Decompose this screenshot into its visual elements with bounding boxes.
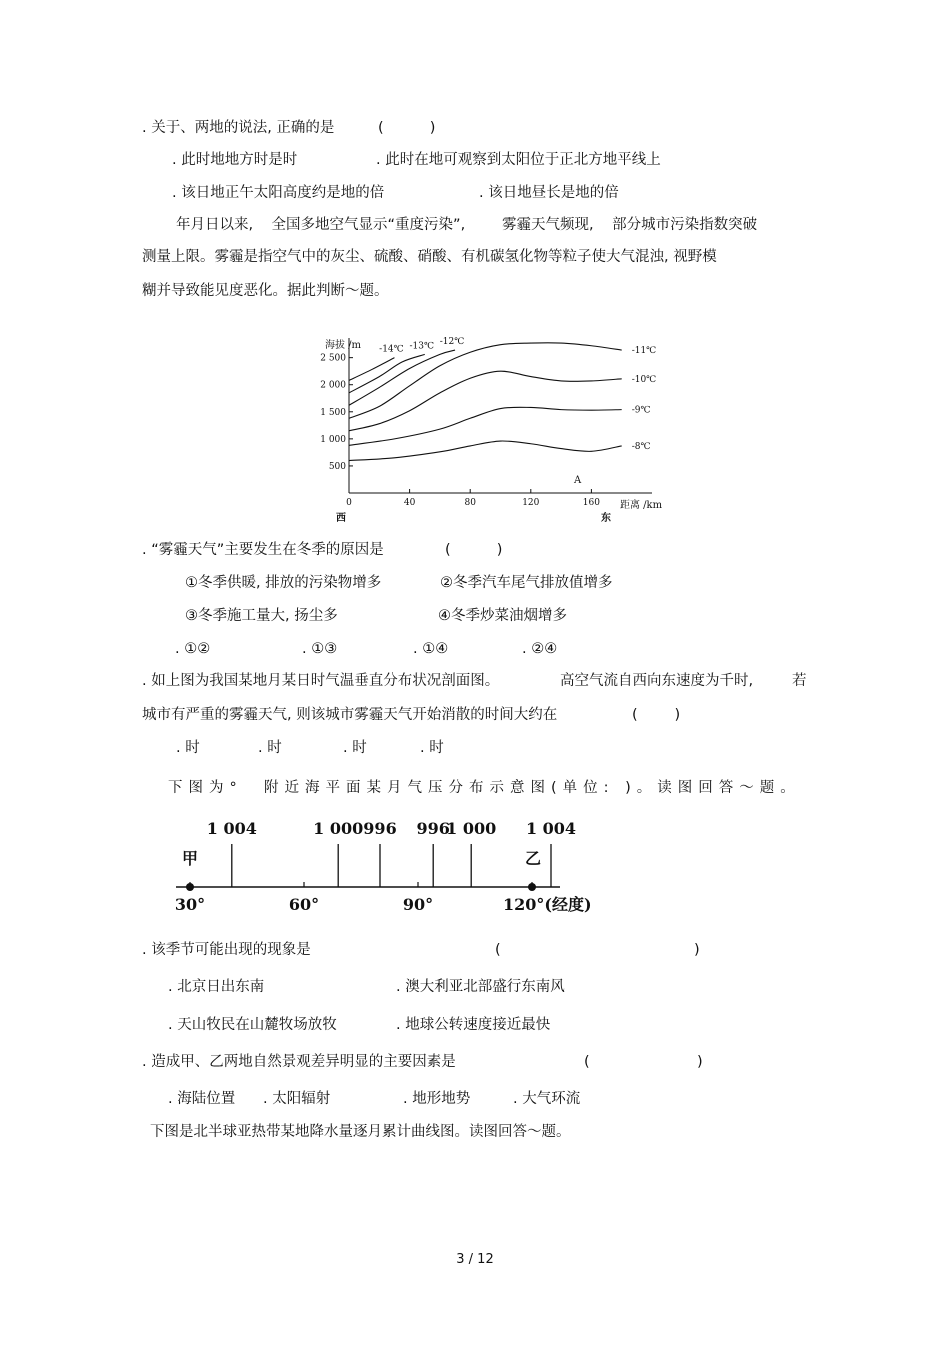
option-b: . 时: [258, 740, 282, 756]
passage-line: 糊并导致能见度恶化。据此判断～题。: [142, 283, 389, 299]
isotherm-label: -12℃: [439, 337, 465, 348]
option-d: . 时: [420, 740, 444, 756]
longitude-label: 30°: [174, 895, 206, 914]
isotherm-label: -8℃: [631, 441, 651, 452]
y-tick-label: 2 500: [320, 353, 346, 364]
option-d: . 大气环流: [513, 1091, 581, 1107]
option-c: . 天山牧民在山麓牧场放牧: [168, 1017, 337, 1033]
isotherm-minus12c: [349, 350, 455, 405]
option-c: . 地形地势: [403, 1091, 471, 1107]
question-stem: . 造成甲、乙两地自然景观差异明显的主要因素是: [142, 1054, 456, 1070]
isotherm-minus8c: [349, 441, 622, 461]
longitude-label: 90°: [402, 895, 434, 914]
question-stem: . 该季节可能出现的现象是: [142, 942, 311, 958]
x-axis-label: 距离 /km: [620, 500, 663, 511]
isobar-label: 996: [416, 819, 450, 838]
pressure-distribution-figure: [170, 812, 610, 922]
y-tick-label: 1 000: [320, 434, 346, 445]
question-stem: . 关于、两地的说法, 正确的是: [142, 120, 335, 136]
isobar-label: 996: [363, 819, 397, 838]
answer-parentheses: ( ): [378, 120, 436, 136]
point-jia-label: 甲: [182, 849, 199, 868]
west-label: 西: [336, 513, 346, 524]
x-tick-label: 40: [403, 498, 416, 508]
choice-item-2: ②冬季汽车尾气排放值增多: [440, 575, 613, 591]
y-tick-label: 500: [328, 461, 346, 472]
question-stem: . 如上图为我国某地月某日时气温垂直分布状况剖面图。: [142, 673, 500, 689]
isotherm-label: -9℃: [631, 405, 651, 416]
paren-open: (: [584, 1054, 590, 1070]
paren-open: (: [495, 942, 501, 958]
longitude-label: 120°(经度): [503, 895, 592, 914]
isotherm-label: -11℃: [631, 346, 657, 357]
option-b: . 此时在地可观察到太阳位于正北方地平线上: [376, 152, 661, 168]
option-d: . 地球公转速度接近最快: [396, 1017, 551, 1033]
option-b: . 太阳辐射: [263, 1091, 331, 1107]
option-c: . 该日地正午太阳高度约是地的倍: [172, 185, 385, 201]
option-a: . 北京日出东南: [168, 979, 265, 995]
point-a-label: A: [574, 475, 582, 486]
point-yi-marker: [528, 883, 536, 891]
x-tick-label: 0: [346, 498, 352, 508]
y-axis-label: 海拔 /m: [325, 340, 362, 351]
option-a: . 时: [176, 740, 200, 756]
option-b: . ①③: [302, 641, 338, 657]
question-stem-part: 高空气流自西向东速度为千时,: [560, 673, 754, 689]
answer-parentheses: ( ): [632, 707, 681, 723]
paren-close: ): [694, 942, 700, 958]
question-stem: 城市有严重的雾霾天气, 则该城市雾霾天气开始消散的时间大约在: [142, 707, 558, 723]
x-tick-label: 160: [582, 498, 600, 508]
y-tick-label: 1 500: [320, 407, 346, 418]
passage-line: 下图为° 附近海平面某月气压分布示意图(单位: )。读图回答～题。: [168, 780, 801, 796]
option-d: . ②④: [522, 641, 558, 657]
option-a: . ①②: [175, 641, 211, 657]
point-yi-label: 乙: [525, 849, 542, 868]
paren-close: ): [697, 1054, 703, 1070]
option-c: . ①④: [413, 641, 449, 657]
longitude-label: 60°: [288, 895, 320, 914]
option-b: . 澳大利亚北部盛行东南风: [396, 979, 565, 995]
choice-item-3: ③冬季施工量大, 扬尘多: [185, 608, 338, 624]
isotherm-minus9c: [349, 407, 622, 445]
isotherm-label: -13℃: [409, 341, 435, 352]
option-d: . 该日地昼长是地的倍: [479, 185, 619, 201]
isobar-label: 1 000: [313, 819, 364, 838]
x-tick-label: 120: [522, 498, 540, 508]
isobar-label: 1 004: [206, 819, 257, 838]
choice-item-1: ①冬季供暖, 排放的污染物增多: [185, 575, 382, 591]
option-a: . 海陆位置: [168, 1091, 236, 1107]
choice-item-4: ④冬季炒菜油烟增多: [438, 608, 567, 624]
east-label: 东: [601, 513, 611, 524]
isotherm-minus13c: [349, 354, 425, 392]
y-tick-label: 2 000: [320, 380, 346, 391]
temperature-profile-chart: [318, 326, 678, 526]
page-number: 3 / 12: [456, 1252, 494, 1267]
passage-line: 测量上限。雾霾是指空气中的灰尘、硫酸、硝酸、有机碳氢化物等粒子使大气混浊, 视野模: [142, 249, 717, 265]
isobar-label: 1 000: [446, 819, 497, 838]
x-tick-label: 80: [464, 498, 476, 508]
isotherm-label: -10℃: [631, 374, 657, 385]
question-stem: . “雾霾天气”主要发生在冬季的原因是: [142, 542, 384, 558]
answer-parentheses: ( ): [445, 542, 503, 558]
question-stem-part: 若: [792, 673, 807, 689]
isobar-label: 1 004: [525, 819, 577, 838]
passage-line: 下图是北半球亚热带某地降水量逐月累计曲线图。读图回答～题。: [150, 1124, 571, 1140]
isotherm-minus14c: [349, 358, 394, 381]
option-a: . 此时地地方时是时: [172, 152, 298, 168]
isotherm-label: -14℃: [379, 344, 404, 355]
point-jia-marker: [186, 883, 194, 891]
passage-line: 年月日以来, 全国多地空气显示“重度污染”, 雾霾天气频现, 部分城市污染指数突破: [176, 217, 758, 233]
option-c: . 时: [343, 740, 367, 756]
